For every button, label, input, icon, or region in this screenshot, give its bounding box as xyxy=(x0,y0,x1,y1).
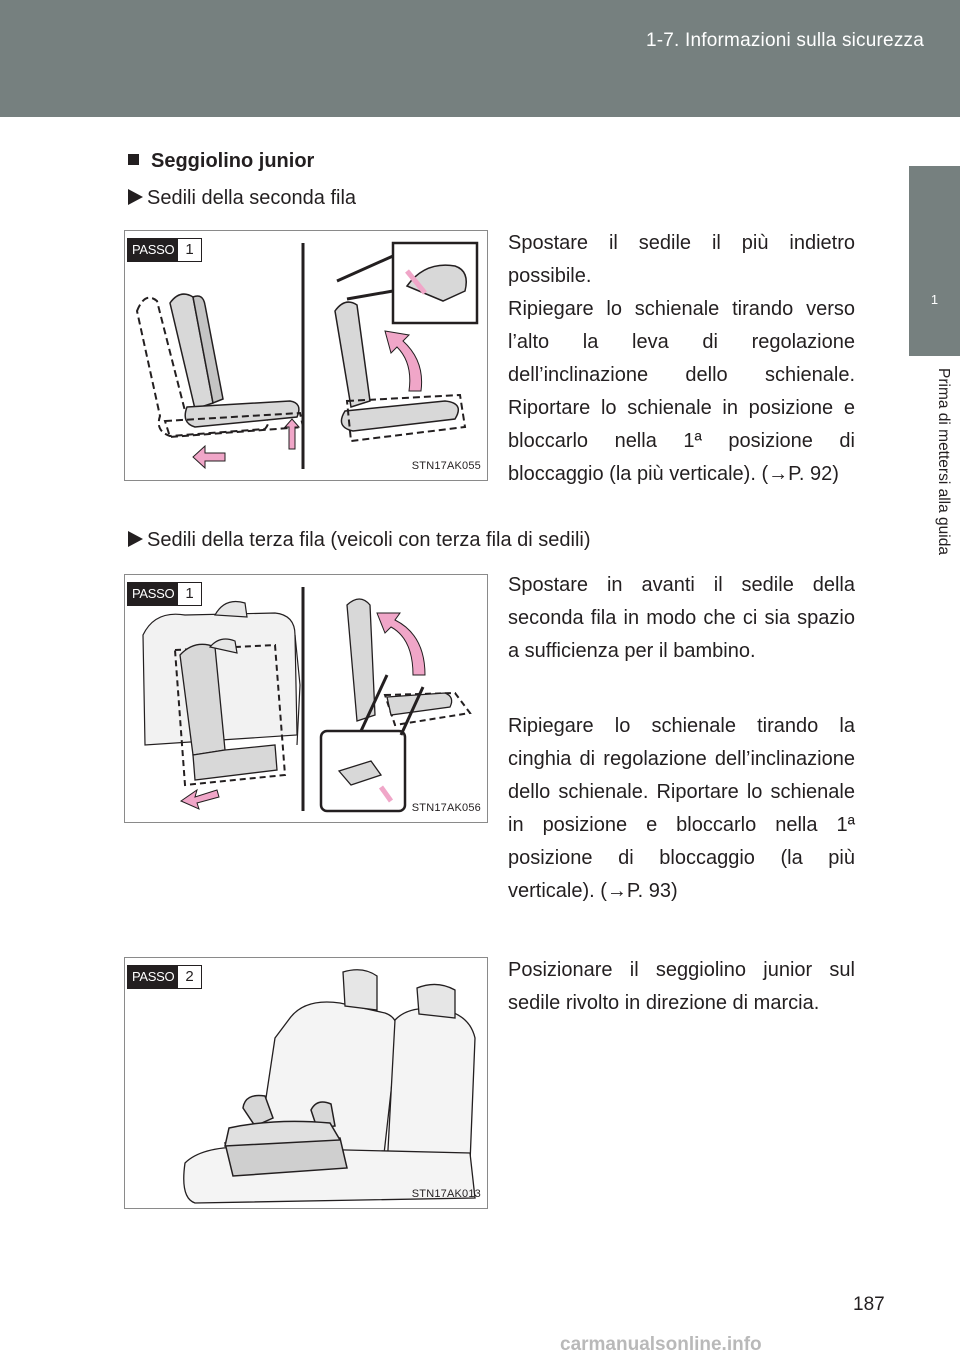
subsection-heading-second-row xyxy=(128,187,356,210)
subsection-heading-text: Sedili della terza fila (veicoli con terza fila di sedili) xyxy=(147,529,591,551)
watermark: carmanualsonline.info xyxy=(560,1334,762,1355)
paragraph-position-booster: Posizionare il seggiolino junior sul sedile rivolto in direzione di marcia. xyxy=(508,959,855,1014)
figure-third-row-seat xyxy=(124,574,488,823)
figure-code: STN17AK055 xyxy=(411,460,481,472)
step-number: 2 xyxy=(178,966,200,988)
figure-code: STN17AK013 xyxy=(411,1188,481,1200)
subsection-heading-third-row xyxy=(128,529,591,552)
section-title-text: Seggiolino junior xyxy=(151,150,315,172)
chapter-number: 1 xyxy=(930,292,939,307)
figure-code: STN17AK056 xyxy=(411,802,481,814)
figure-booster-seat xyxy=(124,957,488,1209)
triangle-bullet-icon xyxy=(128,189,143,205)
step-number: 1 xyxy=(178,239,200,261)
page-header xyxy=(0,0,960,117)
section-title xyxy=(128,150,314,173)
paragraph-fold-seatback-second: Ripiegare lo schienale tirando verso l’alto la leva di regolazione dell’inclinazione dello schienale. Riportare lo schienale in posizione e bloccarlo nella 1ª posizione di bloccaggio (la più verticale). (→P. 92) xyxy=(508,298,855,485)
chapter-side-tab xyxy=(909,166,960,356)
subsection-heading-text: Sedili della seconda fila xyxy=(147,187,357,209)
step-badge xyxy=(127,238,202,262)
step-word: PASSO xyxy=(128,966,178,988)
paragraph-move-seat-back: Spostare il sedile il più indietro possibile. xyxy=(508,232,855,287)
figure-second-row-seat xyxy=(124,230,488,481)
illustration-second-row-seat xyxy=(125,231,487,480)
page-number: 187 xyxy=(853,1294,885,1315)
chapter-side-label: Prima di mettersi alla guida xyxy=(935,368,952,555)
paragraph-move-second-row-forward: Spostare in avanti il sedile della seconda fila in modo che ci sia spazio a sufficienza per il bambino. xyxy=(508,574,855,662)
triangle-bullet-icon xyxy=(128,531,143,547)
step-word: PASSO xyxy=(128,583,178,605)
step-number: 1 xyxy=(178,583,200,605)
chapter-title: 1-7. Informazioni sulla sicurezza xyxy=(646,30,924,51)
illustration-booster-seat xyxy=(125,958,487,1208)
step-word: PASSO xyxy=(128,239,178,261)
illustration-third-row-seat xyxy=(125,575,487,822)
step-badge xyxy=(127,582,202,606)
paragraph-fold-seatback-third: Ripiegare lo schienale tirando la cinghia di regolazione dell’inclinazione dello schienale. Riportare lo schienale in posizione e bloccarlo nella 1ª posizione di bloccaggio (la più verticale). (→P. 93) xyxy=(508,715,855,902)
step-badge xyxy=(127,965,202,989)
square-bullet-icon xyxy=(128,154,139,165)
